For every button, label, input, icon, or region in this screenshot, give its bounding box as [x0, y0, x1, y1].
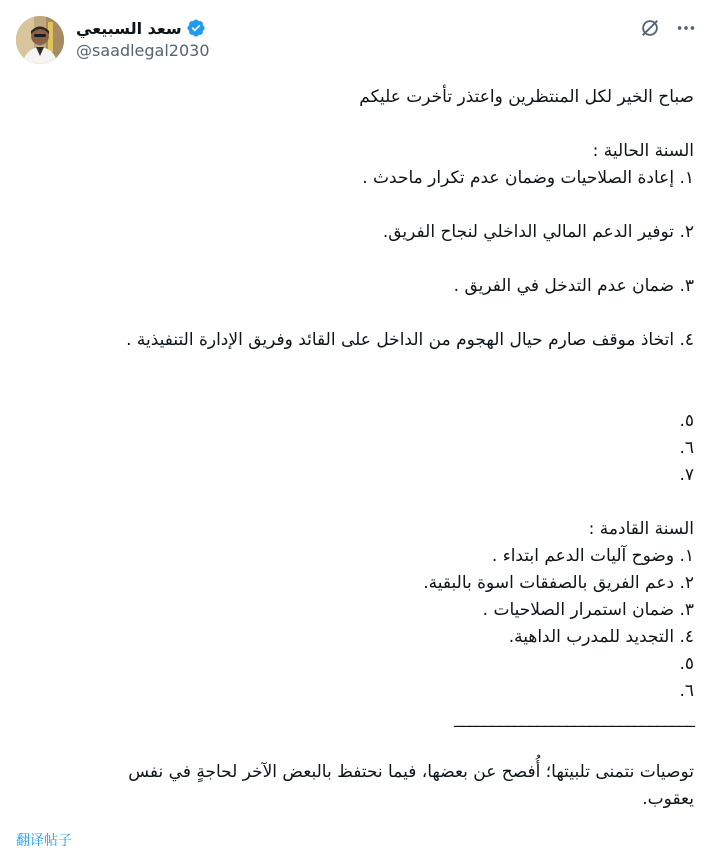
post-line: ٥.	[679, 411, 694, 431]
post-line: ٤. اتخاذ موقف صارم حيال الهجوم من الداخل على القائد وفريق الإدارة التنفيذية .	[126, 330, 694, 350]
post-line: ٢. توفير الدعم المالي الداخلي لنجاح الفريق.	[382, 222, 694, 242]
post-line: توصيات نتمنى تلبيتها؛ أُفصح عن بعضها، فيما نحتفظ بالبعض الآخر لحاجةٍ في نفس	[128, 762, 694, 782]
blank-line	[14, 246, 694, 273]
separator-line: ________________________________	[454, 708, 694, 728]
avatar-photo-icon	[16, 16, 64, 64]
name-row	[76, 17, 210, 39]
blank-line	[14, 354, 694, 381]
post-line: صباح الخير لكل المنتظرين واعتذر تأخرت عليكم	[359, 87, 694, 107]
post-line: ٣. ضمان استمرار الصلاحيات .	[482, 600, 694, 620]
post-line: ٢. دعم الفريق بالصفقات اسوة بالبقية.	[423, 573, 694, 593]
blank-line	[14, 489, 694, 516]
post-line: ١. إعادة الصلاحيات وضمان عدم تكرار ماحدث .	[362, 168, 694, 188]
post-line: ٥.	[679, 654, 694, 674]
blank-line	[14, 381, 694, 408]
post-line: ٦.	[679, 438, 694, 458]
post-line: ١. وضوح آليات الدعم ابتداء .	[491, 546, 694, 566]
translate-post-link[interactable]: 翻译帖子	[16, 833, 72, 849]
display-name[interactable]: سعد السبيعي	[76, 18, 182, 38]
post-line: السنة الحالية :	[592, 141, 694, 161]
blank-line	[14, 192, 694, 219]
blank-line	[14, 300, 694, 327]
verified-badge-icon	[186, 18, 206, 38]
blank-line	[14, 732, 694, 759]
post-line: ٣. ضمان عدم التدخل في الفريق .	[453, 276, 694, 296]
author-block	[76, 17, 210, 60]
post-line: ٤. التجديد للمدرب الداهية.	[508, 627, 694, 647]
more-horizontal-icon[interactable]	[672, 14, 700, 42]
post-line: السنة القادمة :	[588, 519, 694, 539]
post-text	[14, 84, 694, 813]
post-line: يعقوب.	[642, 789, 694, 809]
grok-icon[interactable]	[636, 14, 664, 42]
post-line: ٦.	[679, 681, 694, 701]
avatar[interactable]	[16, 16, 64, 64]
post-line: ٧.	[679, 465, 694, 485]
handle[interactable]: @saadlegal2030	[76, 41, 210, 60]
blank-line	[14, 111, 694, 138]
